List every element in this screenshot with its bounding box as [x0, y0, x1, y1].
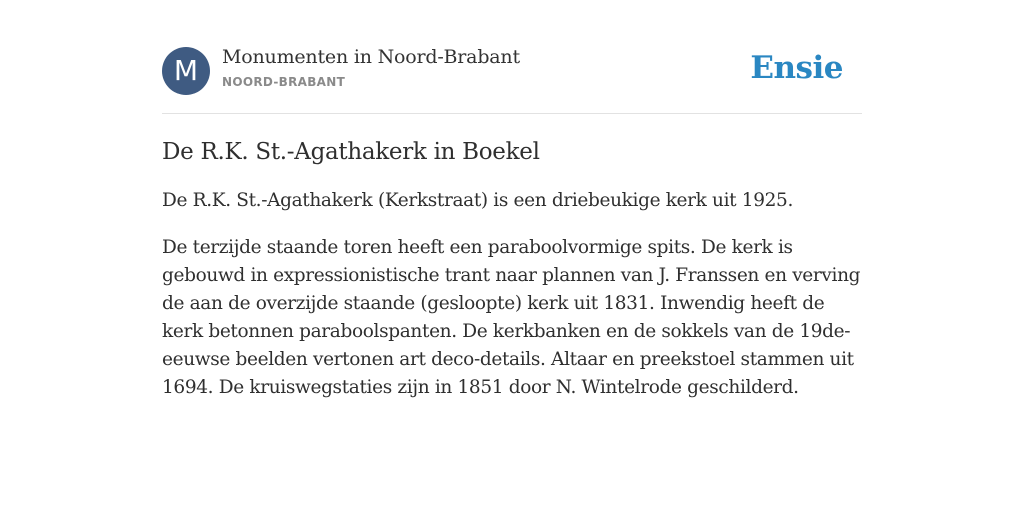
- source-category: NOORD-BRABANT: [222, 75, 346, 89]
- source-name[interactable]: Monumenten in Noord-Brabant: [222, 46, 520, 68]
- article-paragraph: De terzijde staande toren heeft een paraboolvormige spits. De kerk is gebouwd in expressionistische trant naar plannen van J. Franssen en verving de aan de overzijde staande (gesloopte) kerk uit 1831. Inwendig heeft de kerk betonnen paraboolspanten. De kerkbanken en de sokkels van de 19de-eeuwse beelden vertonen art deco-details. Altaar en preekstoel stammen uit 1694. De kruiswegstaties zijn in 1851 door N. Wintelrode geschilderd.: [162, 237, 861, 398]
- article-paragraph: De R.K. St.-Agathakerk (Kerkstraat) is een driebeukige kerk uit 1925.: [162, 190, 793, 211]
- page-title: De R.K. St.-Agathakerk in Boekel: [162, 139, 540, 165]
- avatar[interactable]: M: [162, 47, 210, 95]
- brand-logo[interactable]: Ensie: [750, 50, 843, 86]
- article-card: [162, 46, 862, 402]
- card-header: [162, 46, 862, 114]
